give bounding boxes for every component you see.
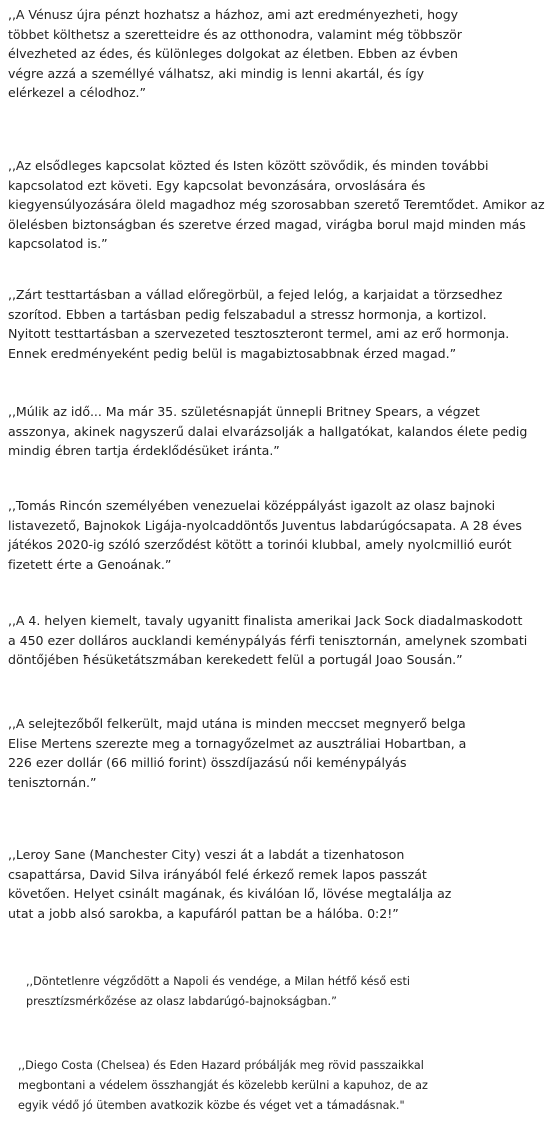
quote-line: ,,Döntetlenre végződött a Napoli és vendége, a Milan hétfő késő esti: [26, 975, 410, 988]
quote-sane: [8, 845, 556, 923]
quote-sock: [8, 611, 556, 670]
quote-relationship: [8, 156, 556, 254]
quote-line: egyik védő jó ütemben avatkozik közbe és véget vet a támadásnak.": [18, 1099, 405, 1112]
quote-venus: [8, 5, 556, 103]
quote-line: ,,Múlik az idő... Ma már 35. születésnapját ünnepli Britney Spears, a végzet: [8, 404, 480, 419]
quote-britney: [8, 402, 556, 461]
quote-line: ,,Zárt testtartásban a vállad előregörbül, a fejed lelóg, a karjaidat a törzsedhez: [8, 287, 503, 302]
quote-line: végre azzá a személlyé válhatsz, aki mindig is lenni akartál, és így: [8, 65, 425, 81]
quote-line: élvezheted az édes, és különleges dolgokat az életben. Ebben az évben: [8, 46, 458, 61]
quote-line: elérkezel a célodhoz.”: [8, 85, 146, 100]
quote-line: Ennek eredményeként pedig belül is magabiztosabbnak érzed magad.”: [8, 345, 457, 361]
quote-line: mindig ébren tartja érdeklődésüket iránta.”: [8, 443, 280, 458]
quote-line: kapcsolatod is.”: [8, 236, 108, 251]
quote-costa: [18, 1056, 556, 1116]
quote-line: ,,Tomás Rincón személyében venezuelai középpályást igazolt az olasz bajnoki: [8, 498, 496, 513]
quote-line: döntőjében ħésüketátszmában kerekedett felül a portugál Joao Sousán.”: [8, 652, 463, 667]
quote-rincon: [8, 496, 556, 574]
quote-line: kapcsolatod ezt követi. Egy kapcsolat bevonzására, orvoslására és: [8, 177, 426, 193]
quote-line: kiegyensúlyozására öleld magadhoz még szorosabban szerető Teremtődet. Amikor az: [8, 197, 545, 212]
quote-line: szorítod. Ebben a tartásban pedig felszabadul a stressz hormonja, a kortizol.: [8, 306, 487, 322]
quote-line: többet költhetsz a szeretteidre és az otthonodra, valamint még többször: [8, 26, 462, 42]
quote-line: ,,Leroy Sane (Manchester City) veszi át a labdát a tizenhatoson: [8, 847, 405, 862]
quote-line: ,,Az elsődleges kapcsolat közted és Isten között szövődik, és minden további: [8, 158, 489, 173]
quote-line: a 450 ezer dolláros aucklandi keménypályás férfi tenisztornán, amelynek szombati: [8, 632, 528, 648]
quote-line: játékos 2020-ig szóló szerződést kötött a torinói klubbal, amely nyolcmillió eurót: [8, 537, 512, 552]
quote-napoli: [26, 972, 556, 1012]
quote-line: listavezető, Bajnokok Ligája-nyolcaddöntős Juventus labdarúgócsapata. A 28 éves: [8, 517, 522, 533]
quote-line: ,,A 4. helyen kiemelt, tavaly ugyanitt finalista amerikai Jack Sock diadalmaskodott: [8, 613, 523, 628]
quote-line: utat a jobb alsó sarokba, a kapufáról pattan be a hálóba. 0:2!”: [8, 905, 399, 921]
quote-line: Nyitott testtartásban a szervezeted tesztoszteront termel, ami az erő hormonja.: [8, 326, 510, 341]
quote-posture: [8, 285, 556, 363]
quote-line: ,,Diego Costa (Chelsea) és Eden Hazard próbálják meg rövid passzaikkal: [18, 1059, 424, 1072]
quote-line: asszonya, akinek nagyszerű dalai elvarázsolják a hallgatókat, kalandos élete pedig: [8, 423, 528, 439]
quote-line: csapattársa, David Silva irányából felé érkező remek lapos passzát: [8, 866, 427, 882]
quote-line: Elise Mertens szerezte meg a tornagyőzelmet az ausztráliai Hobartban, a: [8, 735, 467, 751]
quote-line: presztízsmérkőzése az olasz labdarúgó-bajnokságban.”: [26, 995, 337, 1008]
quote-mertens: [8, 714, 556, 792]
quote-line: követően. Helyet csinált magának, és kiválóan lő, lövése megtalálja az: [8, 886, 452, 901]
quote-line: ,,A Vénusz újra pénzt hozhatsz a házhoz, ami azt eredményezheti, hogy: [8, 7, 459, 22]
quote-line: fizetett érte a Genoának.”: [8, 556, 172, 572]
quote-line: 226 ezer dollár (66 millió forint) összdíjazású női keménypályás: [8, 755, 407, 770]
quote-line: megbontani a védelem összhangját és közelebb kerülni a kapuhoz, de az: [18, 1079, 428, 1092]
quote-line: tenisztornán.”: [8, 774, 97, 790]
quote-line: ölelésben biztonságban és szeretve érzed magad, virágba borul majd minden más: [8, 216, 526, 232]
quote-line: ,,A selejtezőből felkerült, majd utána is minden meccset megnyerő belga: [8, 716, 466, 731]
